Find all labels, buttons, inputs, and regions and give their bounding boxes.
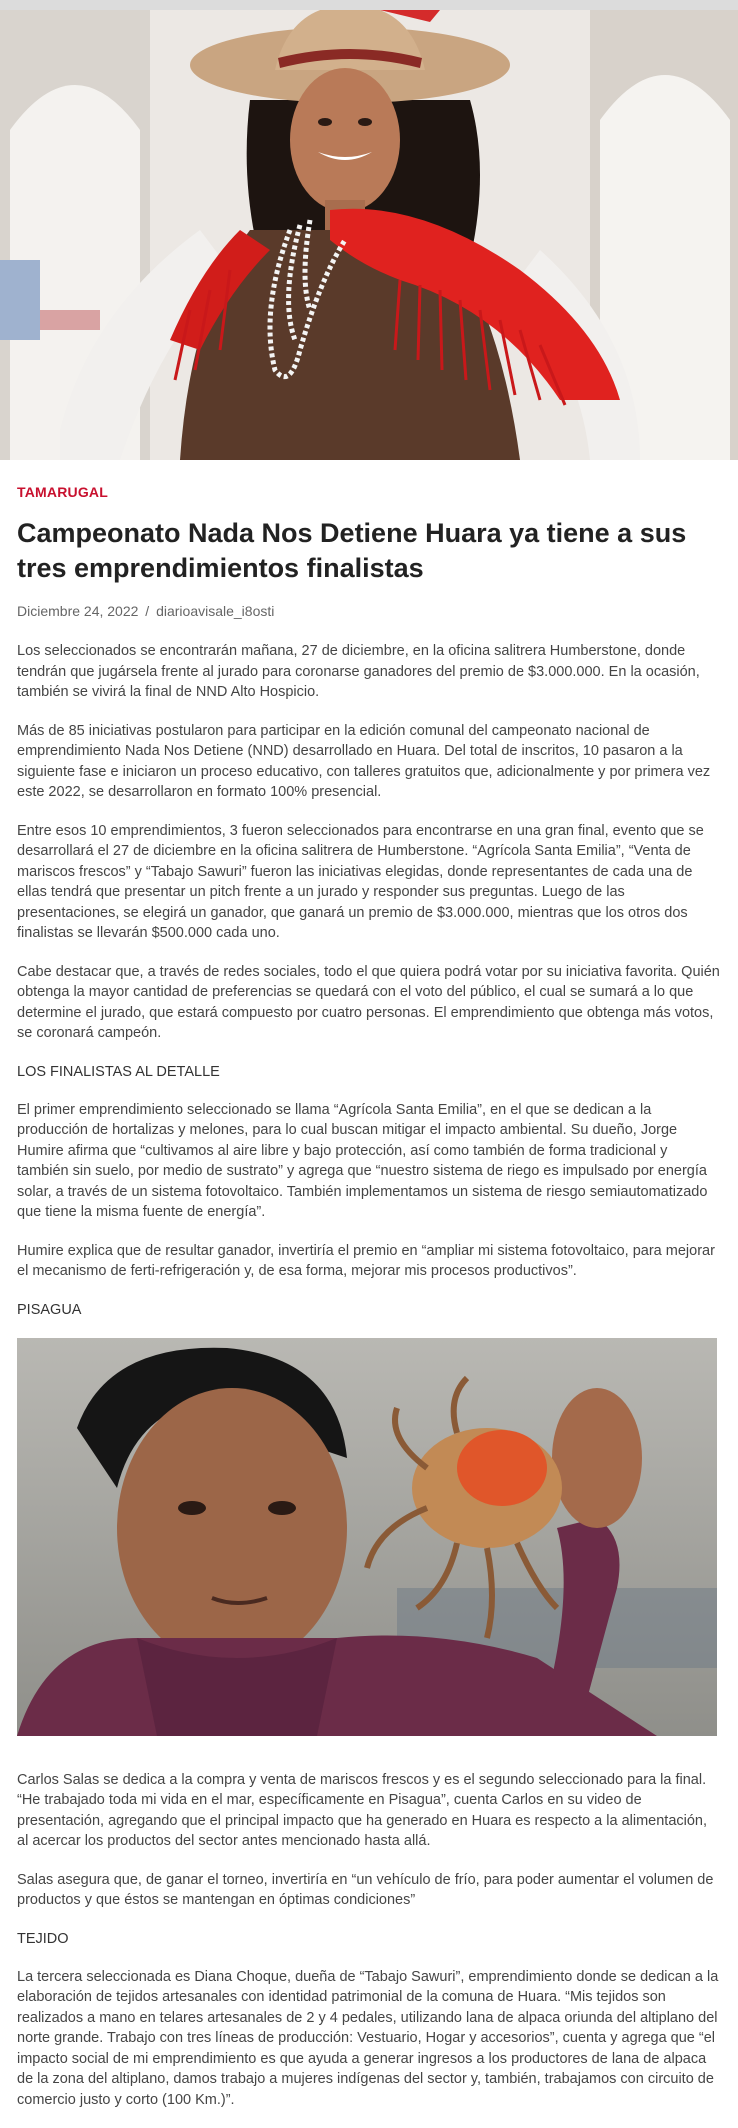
meta-separator: /	[145, 603, 150, 619]
article-date[interactable]: Diciembre 24, 2022	[17, 603, 139, 619]
section-heading-finalists: LOS FINALISTAS AL DETALLE	[17, 1063, 220, 1080]
paragraph: Más de 85 iniciativas postularon para participar en la edición comunal del campeonato nacional de emprendimiento Nada Nos Detiene (NND) desarrollado en Huara. Del total de inscritos, 10 pasaron a la siguiente fase e iniciaron un proceso educativo, con talleres gratuitos que, adicionalmente y por primera vez este 2022, se desarrollaron en formato 100% presencial.	[17, 722, 711, 800]
paragraph: El primer emprendimiento seleccionado se llama “Agrícola Santa Emilia”, en el que se dedican a la producción de hortalizas y melones, para lo cual buscan mitigar el impacto ambiental. Su dueño, Jorge Humire afirma que “cultivamos al aire libre y bajo protección, así como también de forma tradicional y también sin suelo, por medio de sustrato” y agrega que “nuestro sistema de riego es impulsado por energía solar, a través de un sistema fotovoltaico. También implementamos un sistema de riesgo semiautomatizado que tiene la misma fuente de energía”.	[17, 1101, 708, 1220]
article-author[interactable]: diarioavisale_i8osti	[156, 603, 275, 619]
paragraph: Carlos Salas se dedica a la compra y venta de mariscos frescos y es el segundo seleccionado para la final. “He trabajado toda mi vida en el mar, específicamente en Pisagua”, cuenta Carlos en su video de presentación, agregando que el principal impacto que ha generado en Huara es respecto a la alimentación, al acercar los productos del sector antes mencionado hasta allá.	[17, 1771, 708, 1849]
paragraph: Cabe destacar que, a través de redes sociales, todo el que quiera podrá votar por su iniciativa favorita. Quién obtenga la mayor cantidad de preferencias se quedará con el voto del público, el cual se sumará a lo que determine el jurado, que estará compuesto por cuatro personas. El emprendimiento que obtenga más votos, se coronará campeón.	[17, 963, 720, 1041]
top-bar	[0, 0, 738, 10]
category-link[interactable]: TAMARUGAL	[17, 484, 108, 500]
section-heading-tejido: TEJIDO	[17, 1930, 69, 1947]
hero-image	[0, 10, 738, 460]
paragraph: La tercera seleccionada es Diana Choque, dueña de “Tabajo Sawuri”, emprendimiento donde se dedican a la elaboración de tejidos artesanales con identidad patrimonial de la comuna de Huara. “Mis tejidos son realizados a mano en telares artesanales de 2 y 4 pedales, utilizando lana de alpaca oriunda del altiplano del norte grande. Trabajo con tres líneas de producción: Vestuario, Hogar y accesorios”, cuenta y agrega que “el impacto social de mi emprendimiento es que ayuda a generar ingresos a los productores de lana de alpaca de la zona del altiplano, damos trabajo a mujeres indígenas del sector y, también, trabajamos con circuito de comercio justo y corto (100 Km.)”.	[17, 1968, 719, 2108]
section-heading-pisagua: PISAGUA	[17, 1301, 82, 1318]
paragraph: Humire explica que de resultar ganador, invertiría el premio en “ampliar mi sistema fotovoltaico, para mejorar el mecanismo de ferti-refrigeración y, de esa forma, mejorar mis procesos productivos”.	[17, 1242, 715, 1279]
paragraph: Salas asegura que, de ganar el torneo, invertiría en “un vehículo de frío, para poder aumentar el volumen de productos y que éstos se mantengan en óptimas condiciones”	[17, 1871, 714, 1908]
article-title: Campeonato Nada Nos Detiene Huara ya tiene a sus tres emprendimientos finalistas	[17, 518, 687, 583]
paragraph: Los seleccionados se encontrarán mañana, 27 de diciembre, en la oficina salitrera Humberstone, donde tendrán que jugársela frente al jurado para coronarse ganadores del premio de $3.000.000. En la ocasión, también se vivirá la final de NND Alto Hospicio.	[17, 643, 700, 700]
paragraph: Entre esos 10 emprendimientos, 3 fueron seleccionados para encontrarse en una gran final, evento que se desarrollará el 27 de diciembre en la oficina salitrera de Humberstone. “Agrícola Santa Emilia”, “Venta de mariscos frescos” y “Tabajo Sawuri” fueron las iniciativas elegidas, donde representantes de cada una de ellas tendrá que presentar un pitch frente a un jurado y responder sus preguntas. Luego de las presentaciones, se elegirá un ganador, que ganará un premio de $3.000.000, mientras que los otros dos finalistas se llevarán $500.000 cada uno.	[17, 822, 704, 941]
article-body	[17, 641, 721, 2110]
pisagua-photo	[17, 1338, 717, 1736]
article-meta	[17, 603, 721, 619]
